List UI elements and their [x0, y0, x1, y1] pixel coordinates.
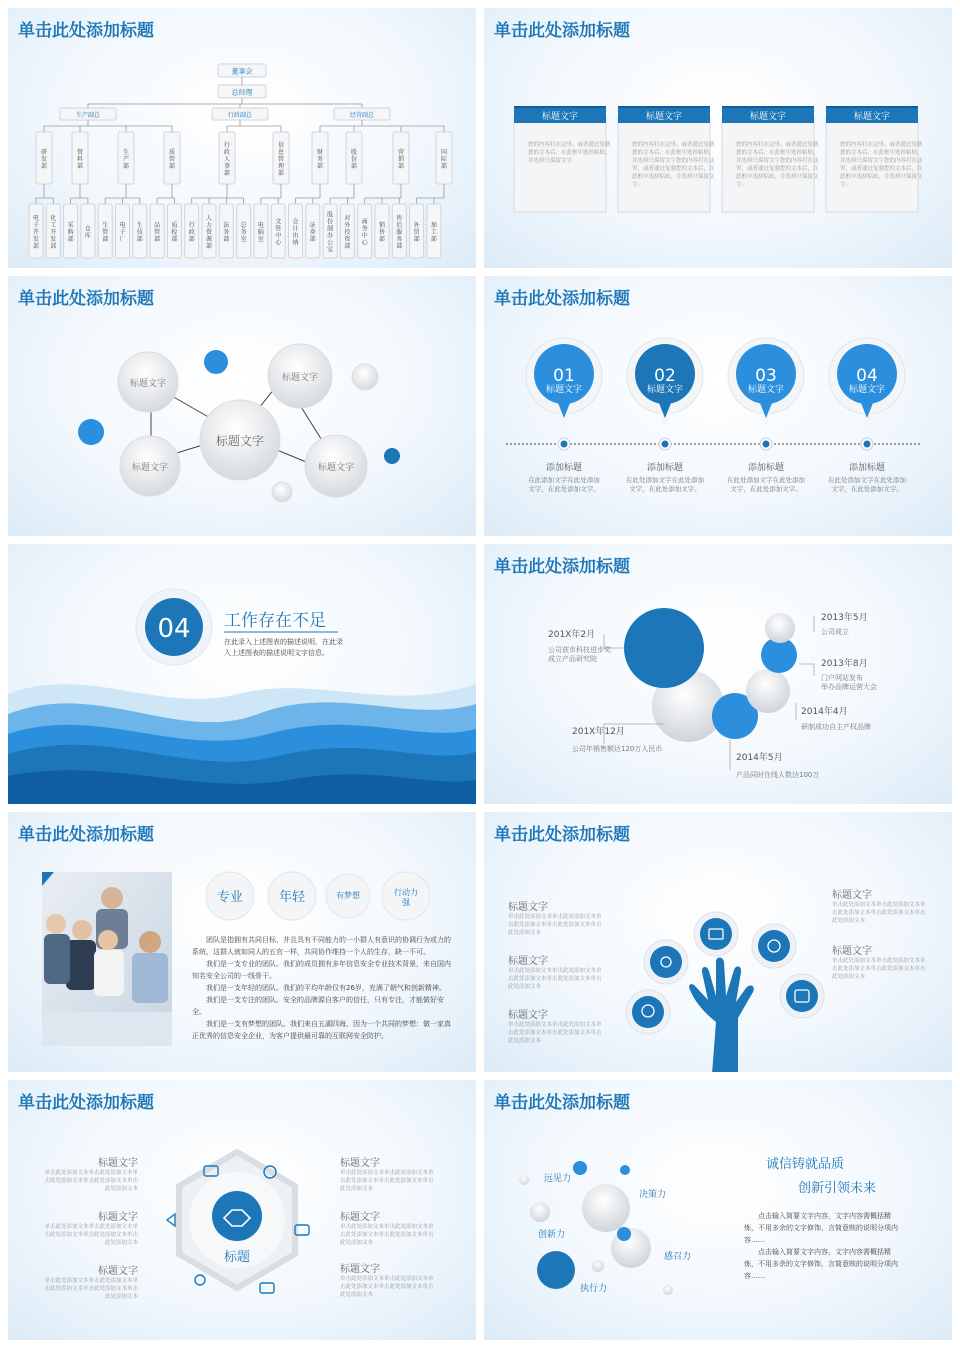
org-dept-box-char: 销	[397, 156, 405, 163]
org-sub-box-char: 份	[327, 218, 334, 226]
slide-cards	[484, 8, 952, 268]
slide-team	[8, 812, 476, 1072]
section-desc: 入上述图表的描述说明文字信息。	[224, 649, 329, 657]
block-text: 单击此处添加文本单击此处添加文本单击此处添加文本单击此处添加文本单击此处添加文本	[44, 1224, 138, 1246]
card-body-line: 此框中选择粘贴，并选择只保留文	[736, 174, 819, 180]
org-sub-box-char: 部	[188, 236, 195, 243]
org-sub-box-char: 中	[361, 232, 368, 240]
card-title: 标题文字	[853, 112, 891, 122]
block-title: 标题文字	[508, 956, 548, 967]
step-number: 04	[856, 366, 878, 386]
hex-center-label: 标题	[223, 1250, 251, 1265]
org-sub-box-char: 开	[50, 229, 57, 236]
block-text: 单击此处添加文本单击此处添加文本单击此处添加文本单击此处添加文本单击此处添加文本	[508, 1022, 602, 1044]
text-block	[508, 898, 604, 937]
org-sub-box-char: 办	[327, 232, 334, 240]
card-body-line: 此框中选择粘贴，并选择只保留文	[840, 174, 923, 180]
org-sub-box-char: 检	[171, 229, 178, 236]
team-tag: 专业	[216, 890, 244, 905]
org-sub-box-char: 部	[309, 236, 316, 243]
org-sub-box-char: 部	[32, 243, 40, 250]
value-label: 决策力	[639, 1190, 667, 1200]
card-body-line: 您的文本后，在此框中选择粘贴，	[528, 150, 611, 156]
org-sub-box-char: 开	[32, 229, 40, 236]
bubble-label: 标题文字	[131, 463, 169, 473]
bubble-label: 标题文字	[129, 379, 167, 389]
org-sub-box-char: 务	[223, 229, 230, 236]
org-sub-box-char: 部	[430, 236, 437, 243]
org-sub-box-char: 管	[102, 229, 109, 236]
org-sub-box-char: 心	[275, 239, 282, 247]
org-sub-box-char: 生	[102, 222, 109, 229]
org-sub-box-char: 室	[257, 236, 264, 243]
card	[618, 116, 710, 212]
org-sub-box-char: 会	[292, 218, 299, 226]
org-sub-box-char: 外	[413, 222, 420, 229]
org-sub-box-char: 中	[275, 232, 282, 240]
org-sub-box-char: 管	[275, 225, 282, 233]
card-body-line: 里，或者通过复制您的文本后，在	[736, 166, 819, 172]
event-date: 2014年5月	[736, 753, 783, 763]
org-sub-box-char: 人	[205, 215, 213, 222]
block-title: 标题文字	[98, 1158, 138, 1169]
text-block	[832, 942, 928, 981]
org-dept-box-char: 营	[397, 149, 405, 156]
block-text: 单击此处添加文本单击此处添加文本单击此处添加文本单击此处添加文本单击此处添加文本	[340, 1170, 434, 1192]
slide-title: 单击此处添加标题	[18, 289, 154, 309]
org-vp-box-label: 生产副总	[75, 112, 101, 119]
org-sub-box-char: 出	[292, 232, 299, 240]
org-sub-box-char: 纳	[292, 239, 299, 247]
step-label: 标题文字	[747, 385, 785, 395]
org-sub-box-char: 部	[154, 236, 161, 243]
event-desc: 公司年销售额达120万人民币	[572, 745, 663, 753]
org-dept-box-char: 财	[316, 149, 324, 156]
org-sub-box-char: 质	[171, 222, 178, 229]
org-sub-box-char: 资	[205, 229, 213, 236]
card-body-line: 您的内容打在这里，或者通过复制	[632, 142, 715, 148]
team-description	[192, 934, 454, 1042]
value-label: 远见力	[544, 1174, 572, 1184]
org-sub-box-char: 商	[361, 218, 368, 226]
org-sub-box-char: 总	[240, 222, 247, 229]
slide-bubbles	[8, 276, 476, 536]
team-paragraph: 我们是一支有梦想的团队。我们来自五湖四海，因为一个共同的梦想：做一家真正优秀的信息安全企业，为客户提供最可靠的互联网安全防护。	[192, 1020, 451, 1040]
team-tag: 行动力	[394, 888, 418, 897]
gear-icon	[195, 1275, 205, 1285]
slide-title: 单击此处添加标题	[494, 21, 630, 41]
block-title: 标题文字	[340, 1212, 380, 1223]
org-sub-box-char: 厂	[119, 236, 126, 243]
event-date: 2014年4月	[801, 707, 848, 717]
org-dept-box-char: 部	[122, 163, 130, 170]
section-graphic	[8, 544, 476, 804]
org-sub-box-char: 技	[136, 229, 143, 236]
org-dept-box-char: 部	[168, 163, 176, 170]
block-text: 单击此处添加文本单击此处添加文本单击此处添加文本单击此处添加文本单击此处添加文本	[832, 958, 926, 980]
slide-title: 单击此处添加标题	[18, 1093, 154, 1113]
org-dept-box-char: 管	[277, 156, 285, 163]
event-date: 201X年12月	[572, 727, 625, 737]
team-tag: 强	[402, 898, 410, 907]
org-dept-box-char: 事	[223, 163, 231, 170]
org-dept-box-char: 发	[40, 156, 48, 163]
org-dept-box-char: 股	[350, 149, 358, 156]
event-desc: 举办品牌运营大会	[821, 683, 877, 691]
section-heading: 工作存在不足	[224, 611, 326, 631]
block-title: 标题文字	[832, 946, 872, 957]
text-block	[42, 1154, 138, 1193]
org-dept-box-char: 部	[397, 163, 405, 170]
org-dept-box-char: 务	[316, 156, 324, 163]
org-sub-box-char: 采	[67, 222, 74, 229]
org-sub-box-char: 文	[275, 218, 282, 226]
org-dept-box-char: 资	[76, 149, 84, 156]
org-chart	[8, 8, 476, 268]
text-block	[832, 886, 928, 925]
event-desc: 公司成立	[821, 628, 849, 636]
slide-section	[8, 544, 476, 804]
org-sub-box-char: 部	[396, 243, 403, 250]
org-sub-box-char: 部	[136, 236, 143, 243]
step-label: 标题文字	[545, 385, 583, 395]
block-title: 标题文字	[340, 1158, 380, 1169]
org-sub-box-char: 行	[188, 222, 195, 229]
card-body-line: 字。	[632, 182, 644, 188]
step-text: 在此添加文字在此处添加	[528, 476, 600, 484]
camera-icon	[260, 1283, 274, 1293]
org-sub-box-char: 务	[361, 225, 368, 233]
org-sub-box-char: 售	[396, 215, 403, 222]
org-sub-box-char: 心	[361, 239, 368, 247]
org-dept-box-char: 产	[122, 156, 130, 163]
card-body-line: 并选择只保留文字	[528, 158, 573, 164]
org-vp-box-label: 经营副总	[349, 112, 375, 119]
block-title: 标题文字	[832, 890, 872, 901]
values-paragraph: 点击输入简要文字内容，文字内容需概括精炼，不用多余的文字修饰，言简意赅的说明分项内容……	[744, 1212, 898, 1244]
value-label: 执行力	[580, 1284, 608, 1294]
org-sub-box-char: 部	[205, 243, 213, 250]
step-label: 标题文字	[646, 385, 684, 395]
bubble-label: 标题文字	[281, 373, 319, 383]
step-text: 在此处添加文字在此处添加	[727, 476, 805, 484]
card-body-line: 此框中选择粘贴，并选择只保留文	[632, 174, 715, 180]
block-text: 单击此处添加文本单击此处添加文本单击此处添加文本单击此处添加文本单击此处添加文本	[508, 914, 602, 936]
section-desc: 在此录入上述图表的描述说明，在此录	[224, 638, 343, 646]
text-block	[340, 1208, 436, 1247]
org-sub-box-char: 资	[344, 236, 351, 243]
org-sub-box-char: 部	[102, 236, 109, 243]
megaphone-icon	[167, 1214, 175, 1226]
event-desc: 成立产品研究院	[548, 655, 597, 663]
text-block	[508, 1006, 604, 1045]
block-title: 标题文字	[340, 1264, 380, 1275]
org-sub-box-char: 生	[136, 222, 143, 229]
org-sub-box-char: 管	[154, 229, 161, 236]
card	[514, 116, 606, 212]
step-text: 在此处添加文字在此处添加	[626, 476, 704, 484]
org-sub-box-char: 部	[378, 236, 386, 243]
org-dept-box-char: 生	[122, 149, 130, 156]
org-sub-box-char: 贸	[413, 229, 420, 236]
step-text: 在此处添加文字在此处添加	[828, 476, 906, 484]
org-sub-box-char: 部	[171, 236, 178, 243]
bubble-center-label: 标题文字	[215, 434, 265, 448]
slide-title: 单击此处添加标题	[494, 825, 630, 845]
values-paragraph: 点击输入简要文字内容，文字内容需概括精炼，不用多余的文字修饰，言简意赅的说明分项内容……	[744, 1248, 898, 1280]
org-dept-box-char: 人	[223, 156, 231, 163]
org-sub-box-char: 电	[119, 222, 126, 229]
org-sub-box-char: 公	[327, 239, 334, 247]
org-sub-box-char: 外	[344, 222, 351, 229]
block-text: 单击此处添加文本单击此处添加文本单击此处添加文本单击此处添加文本单击此处添加文本	[340, 1276, 434, 1298]
slide-title: 单击此处添加标题	[494, 289, 630, 309]
org-vp-box-label: 行政副总	[227, 112, 253, 119]
slide-title: 单击此处添加标题	[18, 825, 154, 845]
cards-graphic	[484, 8, 952, 268]
team-paragraph: 我们是一支专业的团队。我们的成员拥有多年信息安全专业技术背景，来自国内知名安全公司的一线骨干。	[192, 960, 451, 980]
event-date: 2013年5月	[821, 613, 868, 623]
block-title: 标题文字	[508, 902, 548, 913]
team-tag: 有梦想	[336, 891, 360, 900]
slide-values	[484, 1080, 952, 1340]
card-body-line: 您的文本后，在此框中选择粘贴，	[840, 150, 923, 156]
event-desc: 门户网站发布	[821, 674, 863, 682]
slide-hexagon	[8, 1080, 476, 1340]
text-block	[42, 1208, 138, 1247]
org-sub-box-char: 后	[396, 222, 403, 229]
block-text: 单击此处添加文本单击此处添加文本单击此处添加文本单击此处添加文本单击此处添加文本	[832, 902, 926, 924]
org-dept-box-char: 际	[440, 156, 448, 163]
card-body-line: 并选择只保留文字您的内容打在这	[840, 158, 923, 164]
step-text: 文字，在此处添加文字。	[831, 485, 903, 493]
bubble-label: 标题文字	[317, 463, 355, 473]
card-body-line: 字。	[736, 182, 748, 188]
text-block	[508, 952, 604, 991]
org-sub-box-char: 发	[50, 236, 57, 243]
card-body-line: 您的内容打在这里，或者通过复制	[528, 142, 611, 148]
block-text: 单击此处添加文本单击此处添加文本单击此处添加文本单击此处添加文本单击此处添加文本	[44, 1170, 138, 1192]
org-dept-box-char: 料	[76, 156, 84, 163]
block-text: 单击此处添加文本单击此处添加文本单击此处添加文本单击此处添加文本单击此处添加文本	[340, 1224, 434, 1246]
team-paragraph: 我们是一支专注的团队。安全的品牌源自客户的信任，只有专注，才能做好安全。	[192, 996, 444, 1016]
org-sub-box-char: 部	[67, 236, 74, 243]
event-desc: 产品同时在线人数达100万	[736, 771, 820, 779]
org-sub-box-char: 投	[344, 229, 351, 236]
block-text: 单击此处添加文本单击此处添加文本单击此处添加文本单击此处添加文本单击此处添加文本	[44, 1278, 138, 1300]
org-sub-box-char: 法	[223, 222, 230, 229]
org-sub-box-char: 电	[32, 215, 40, 222]
slide-title: 单击此处添加标题	[494, 1093, 630, 1113]
org-dept-box-char: 部	[316, 163, 324, 170]
org-sub-box-char: 务	[240, 229, 247, 236]
team-paragraph: 团队是指拥有共同目标，并且具有不同能力的一小群人有意识的协调行为或力的系统，这群人就如同人的五官一样，共同协作维持一个人的生存，缺一不可。	[192, 936, 451, 956]
org-sub-box-char: 政	[188, 229, 195, 236]
org-box-label: 总经理	[231, 88, 253, 97]
value-label: 感召力	[664, 1252, 692, 1262]
values-description	[744, 1210, 904, 1282]
org-sub-box-char: 脑	[257, 229, 264, 236]
slide-tree	[484, 812, 952, 1072]
org-sub-box-char: 室	[240, 236, 247, 243]
team-tag: 年轻	[278, 890, 306, 905]
org-sub-box-char: 发	[32, 236, 40, 243]
values-heading: 创新引领未来	[798, 1181, 877, 1196]
org-sub-box-char: 售	[378, 229, 386, 236]
org-dept-box-char: 部	[223, 170, 231, 177]
step-number: 01	[553, 366, 575, 386]
org-dept-box-char: 部	[277, 170, 285, 177]
slide-org-chart	[8, 8, 476, 268]
org-sub-box-char: 源	[205, 236, 213, 243]
block-title: 标题文字	[508, 1010, 548, 1021]
org-sub-box-char: 对	[344, 215, 351, 222]
event-desc: 研制成功自主产权品牌	[801, 723, 871, 731]
card	[722, 116, 814, 212]
section-number: 04	[157, 614, 191, 644]
block-title: 标题文字	[98, 1212, 138, 1223]
hand-shape	[689, 958, 754, 1073]
card-title: 标题文字	[645, 112, 683, 122]
org-sub-box-char: 服	[396, 229, 403, 236]
slide-history	[484, 544, 952, 804]
org-sub-box-char: 工	[430, 229, 437, 236]
text-block	[340, 1154, 436, 1193]
team-paragraph: 我们是一支年轻的团队。我们的平均年龄仅有26岁，充满了朝气和创新精神。	[206, 984, 446, 992]
step-heading: 添加标题	[848, 463, 886, 473]
card-body-line: 里，或者通过复制您的文本后，在	[840, 166, 923, 172]
org-sub-box-char: 股	[327, 211, 334, 219]
org-sub-box-char: 电	[257, 222, 264, 229]
org-sub-box-char: 力	[205, 222, 213, 229]
step-number: 02	[654, 366, 676, 386]
event-desc: 公司获市科技进步奖	[548, 646, 611, 654]
bubble-diagram	[8, 276, 476, 536]
history-graphic	[484, 544, 952, 804]
event-date: 2013年8月	[821, 659, 868, 669]
step-number: 03	[755, 366, 777, 386]
org-dept-box-char: 理	[277, 163, 285, 170]
card-body-line: 您的内容打在这里，或者通过复制	[840, 142, 923, 148]
step-text: 文字，在此处添加文字。	[730, 485, 802, 493]
org-sub-box-char: 证	[309, 222, 316, 229]
text-block	[340, 1260, 436, 1299]
org-dept-box-char: 部	[40, 163, 48, 170]
org-sub-box-char: 制	[327, 225, 334, 233]
step-heading: 添加标题	[646, 463, 684, 473]
step-label: 标题文字	[848, 385, 886, 395]
org-sub-box-char: 购	[67, 229, 74, 236]
card-body-line: 字。	[840, 182, 852, 188]
org-dept-box-char: 信	[277, 142, 285, 149]
org-sub-box-char: 部	[223, 236, 230, 243]
card-body-line: 您的内容打在这里，或者通过复制	[736, 142, 819, 148]
org-sub-box-char: 部	[50, 243, 57, 250]
step-text: 文字，在此处添加文字。	[528, 485, 600, 493]
org-sub-box-char: 库	[84, 232, 91, 240]
card-body-line: 里，或者通过复制您的文本后，在	[632, 166, 715, 172]
org-dept-box-char: 息	[277, 149, 285, 156]
card-body-line: 您的文本后，在此框中选择粘贴，	[736, 150, 819, 156]
org-dept-box-char: 质	[168, 149, 176, 156]
org-dept-box-char: 部	[76, 163, 84, 170]
block-title: 标题文字	[98, 1266, 138, 1277]
org-sub-box-char: 工	[50, 222, 57, 229]
timeline-graphic	[484, 276, 952, 536]
card-body-line: 您的文本后，在此框中选择粘贴，	[632, 150, 715, 156]
org-dept-box-char: 国	[440, 149, 448, 156]
org-sub-box-char: 务	[396, 236, 403, 243]
card	[826, 116, 918, 212]
values-heading: 诚信铸就品质	[766, 1157, 845, 1172]
org-sub-box-char: 品	[154, 222, 161, 229]
org-dept-box-char: 部	[350, 163, 358, 170]
org-sub-box-char: 计	[292, 225, 299, 233]
org-dept-box-char: 行	[223, 142, 231, 149]
card-title: 标题文字	[541, 112, 579, 122]
org-sub-box-char: 部	[344, 243, 351, 250]
org-sub-box-char: 销	[378, 222, 386, 229]
card-body-line: 并选择只保留文字您的内容打在这	[632, 158, 715, 164]
org-sub-box-char: 部	[413, 236, 420, 243]
step-heading: 添加标题	[747, 463, 785, 473]
org-sub-box-char: 子	[32, 222, 40, 229]
slide-title: 单击此处添加标题	[18, 21, 154, 41]
org-sub-box-char: 室	[327, 246, 334, 254]
card-body-line: 并选择只保留文字您的内容打在这	[736, 158, 819, 164]
card-title: 标题文字	[749, 112, 787, 122]
org-box-label: 董事会	[231, 67, 253, 76]
org-sub-box-char: 化	[50, 215, 57, 222]
block-text: 单击此处添加文本单击此处添加文本单击此处添加文本单击此处添加文本单击此处添加文本	[508, 968, 602, 990]
org-sub-box-char: 券	[309, 229, 316, 236]
org-dept-box-char: 份	[350, 156, 358, 163]
step-heading: 添加标题	[545, 463, 583, 473]
org-sub-box-char: 仓	[84, 225, 91, 233]
event-date: 201X年2月	[548, 630, 596, 640]
org-dept-box-char: 政	[223, 149, 231, 156]
org-sub-box-char: 加	[430, 222, 437, 229]
text-block	[42, 1262, 138, 1301]
slide-timeline	[484, 276, 952, 536]
org-dept-box-char: 研	[40, 149, 48, 156]
value-label: 创新力	[538, 1230, 566, 1240]
org-sub-box-char: 子	[119, 229, 126, 236]
slide-title: 单击此处添加标题	[494, 557, 630, 577]
org-dept-box-char: 部	[440, 163, 448, 170]
step-text: 文字，在此处添加文字。	[629, 485, 701, 493]
org-dept-box-char: 管	[168, 156, 176, 163]
